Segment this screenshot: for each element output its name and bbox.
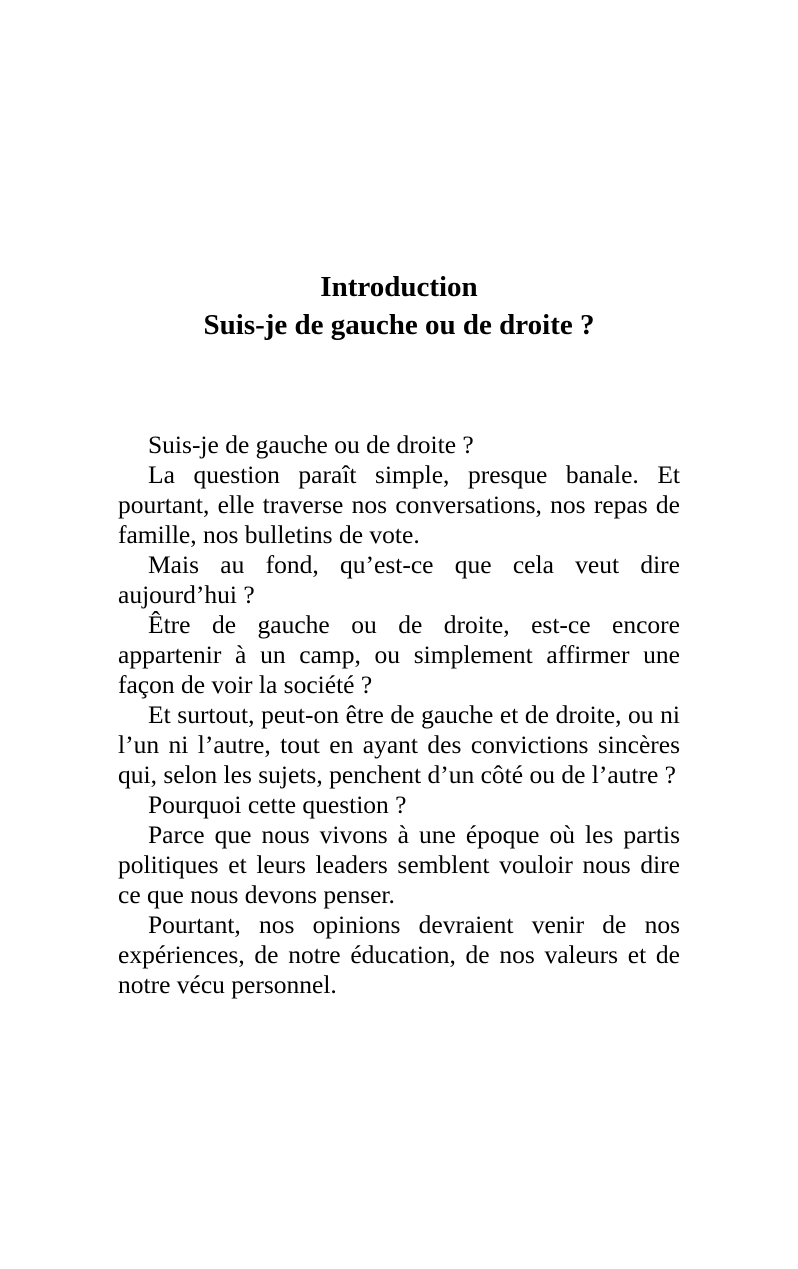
paragraph: Pourquoi cette question ?: [148, 790, 407, 819]
paragraph: Pourtant, nos opinions devraient venir de nos expériences, de notre éducation, de nos valeurs et de notre vécu personnel.: [118, 910, 680, 999]
body-text: [118, 430, 680, 1000]
paragraph: Suis-je de gauche ou de droite ?: [148, 430, 474, 459]
paragraph: Et surtout, peut-on être de gauche et de droite, ou ni l’un ni l’autre, tout en ayant des convictions sincères qui, selon les sujets, penchent d’un côté ou de l’autre ?: [118, 700, 680, 789]
chapter-heading: [0, 268, 798, 344]
paragraph: Être de gauche ou de droite, est-ce encore appartenir à un camp, ou simplement affirmer une façon de voir la société ?: [118, 610, 680, 699]
chapter-subtitle: Suis-je de gauche ou de droite ?: [203, 309, 595, 341]
chapter-title: Introduction: [320, 271, 478, 303]
paragraph: La question paraît simple, presque banale. Et pourtant, elle traverse nos conversations, nos repas de famille, nos bulletins de vote.: [118, 460, 680, 549]
paragraph: Parce que nous vivons à une époque où les partis politiques et leurs leaders semblent vouloir nous dire ce que nous devons penser.: [118, 820, 680, 909]
paragraph: Mais au fond, qu’est-ce que cela veut dire aujourd’hui ?: [118, 550, 680, 609]
